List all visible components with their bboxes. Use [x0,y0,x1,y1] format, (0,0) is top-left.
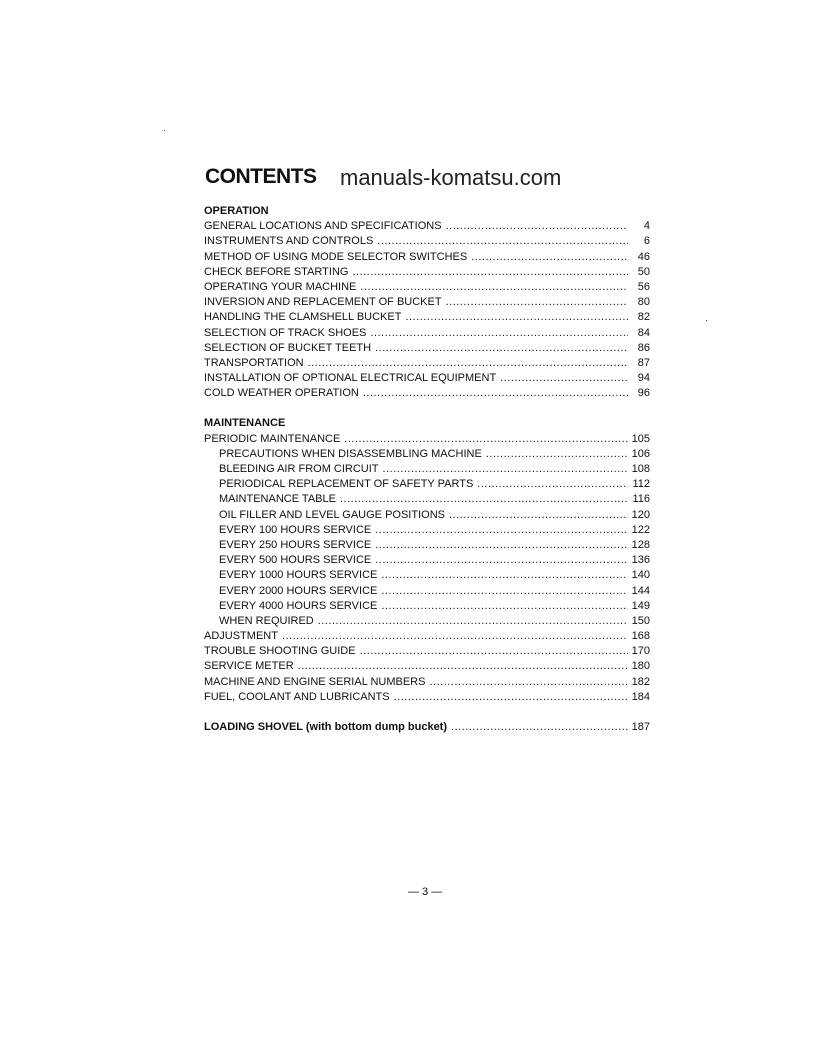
dot-leader [383,462,628,477]
toc-entry-page: 46 [637,250,650,263]
dot-leader [298,659,628,674]
toc-entry-page: 4 [643,220,650,233]
dot-leader [375,553,627,568]
toc-entry[interactable] [204,371,650,386]
toc-entry[interactable] [204,477,650,492]
dot-leader [352,265,628,280]
toc-entry-label: ADJUSTMENT [204,630,278,643]
toc-entry-label: CHECK BEFORE STARTING [204,265,349,278]
dot-leader [375,538,627,553]
toc-entry-label: TROUBLE SHOOTING GUIDE [204,645,356,658]
toc-entry-label: PERIODICAL REPLACEMENT OF SAFETY PARTS [219,478,474,491]
toc-entry[interactable] [204,432,650,447]
toc-entry-loading-shovel[interactable] [204,720,650,735]
toc-entry[interactable] [204,310,650,325]
toc-entry-page: 122 [631,523,650,536]
toc-entry-page: 120 [631,508,650,521]
toc-entry-page: 128 [631,538,650,551]
toc-entry-label: COLD WEATHER OPERATION [204,387,359,400]
dot-leader [308,356,628,371]
toc-entry-label: EVERY 250 HOURS SERVICE [219,538,372,551]
toc-entry-page: 184 [631,690,650,703]
dot-leader [449,508,628,523]
dot-leader [381,584,627,599]
toc-entry-page: 187 [631,721,650,733]
maintenance-list [204,432,650,705]
dot-leader [363,386,628,401]
dot-leader [429,675,627,690]
toc-entry-page: 50 [637,265,650,278]
toc-entry-label: EVERY 4000 HOURS SERVICE [219,599,378,612]
toc-entry[interactable] [204,690,650,705]
dot-leader [375,523,627,538]
toc-entry-page: 86 [637,341,650,354]
toc-entry-page: 96 [637,387,650,400]
toc-entry[interactable] [204,280,650,295]
toc-entry-label: PERIODIC MAINTENANCE [204,432,341,445]
toc-entry-page: 182 [631,675,650,688]
dot-leader [377,234,628,249]
toc-entry-page: 108 [631,463,650,475]
toc-entry-page: 140 [631,569,650,582]
toc-entry-label: EVERY 2000 HOURS SERVICE [219,584,378,597]
dot-leader [381,599,627,614]
dot-leader [344,432,627,447]
table-of-contents [204,204,650,735]
toc-entry-label: INSTALLATION OF OPTIONAL ELECTRICAL EQUIPMENT [204,372,497,385]
toc-entry[interactable] [204,659,650,674]
toc-entry[interactable] [204,341,650,356]
toc-entry-label: SERVICE METER [204,660,294,673]
toc-entry-label: SELECTION OF TRACK SHOES [204,326,367,339]
toc-entry[interactable] [204,295,650,310]
toc-entry-label: PRECAUTIONS WHEN DISASSEMBLING MACHINE [219,447,482,460]
dot-leader [360,280,628,295]
toc-entry-label: MAINTENANCE TABLE [219,493,336,506]
toc-entry-label: GENERAL LOCATIONS AND SPECIFICATIONS [204,220,442,233]
toc-entry-label: WHEN REQUIRED [219,614,314,627]
toc-entry[interactable] [204,219,650,234]
operation-list [204,219,650,401]
page-title: CONTENTS [205,165,317,188]
dot-leader [446,295,628,310]
toc-entry-page: 150 [631,614,650,627]
toc-entry[interactable] [204,508,650,523]
toc-entry-page: 6 [643,235,650,248]
toc-entry-label: OIL FILLER AND LEVEL GAUGE POSITIONS [219,508,445,521]
dot-leader [500,371,628,386]
toc-entry[interactable] [204,629,650,644]
toc-entry-page: 149 [631,599,650,612]
toc-entry-page: 87 [637,356,650,369]
scan-speck [706,320,707,321]
section-heading-maintenance: MAINTENANCE [204,417,286,430]
toc-entry[interactable] [204,584,650,599]
section-heading-operation: OPERATION [204,205,269,217]
dot-leader [471,250,628,265]
dot-leader [381,568,627,583]
toc-entry-label: FUEL, COOLANT AND LUBRICANTS [204,690,390,703]
dot-leader [340,492,628,507]
toc-entry[interactable] [204,523,650,538]
page-number: — 3 — [408,886,443,898]
toc-entry[interactable] [204,386,650,401]
toc-entry-page: 84 [637,326,650,339]
toc-entry-label: BLEEDING AIR FROM CIRCUIT [219,463,379,475]
toc-entry[interactable] [204,599,650,614]
toc-entry-label: TRANSPORTATION [204,356,304,369]
toc-entry-page: 136 [631,554,650,567]
toc-entry[interactable] [204,644,650,659]
toc-entry[interactable] [204,462,650,477]
toc-entry[interactable] [204,326,650,341]
dot-leader [360,644,628,659]
dot-leader [451,720,628,735]
toc-entry-page: 116 [632,493,650,506]
toc-entry-label: EVERY 500 HOURS SERVICE [219,554,372,567]
toc-entry-label: INSTRUMENTS AND CONTROLS [204,235,374,248]
dot-leader [282,629,628,644]
toc-entry-page: 105 [631,432,650,445]
toc-entry-label: HANDLING THE CLAMSHELL BUCKET [204,311,402,324]
dot-leader [370,326,628,341]
toc-entry[interactable] [204,234,650,249]
toc-entry-page: 106 [631,447,650,460]
toc-entry[interactable] [204,568,650,583]
toc-entry-page: 80 [637,296,650,309]
toc-entry-page: 82 [637,311,650,324]
toc-entry[interactable] [204,675,650,690]
toc-entry-label: EVERY 1000 HOURS SERVICE [219,569,378,582]
scan-speck [164,130,165,131]
toc-entry-label: INVERSION AND REPLACEMENT OF BUCKET [204,296,442,309]
toc-entry[interactable] [204,250,650,265]
toc-entry[interactable] [204,492,650,507]
dot-leader [477,477,628,492]
dot-leader [446,219,628,234]
toc-entry[interactable] [204,538,650,553]
dot-leader [318,614,628,629]
toc-entry[interactable] [204,265,650,280]
watermark: manuals-komatsu.com [340,165,562,190]
toc-entry-label: LOADING SHOVEL (with bottom dump bucket) [204,721,448,733]
toc-entry-label: MACHINE AND ENGINE SERIAL NUMBERS [204,675,426,688]
toc-entry-label: METHOD OF USING MODE SELECTOR SWITCHES [204,250,468,263]
toc-entry-page: 170 [631,645,650,658]
toc-entry-page: 56 [637,280,650,293]
toc-entry-label: EVERY 100 HOURS SERVICE [219,523,372,536]
dot-leader [486,447,628,462]
dot-leader [375,341,628,356]
toc-entry[interactable] [204,553,650,568]
toc-entry-label: SELECTION OF BUCKET TEETH [204,341,372,354]
toc-entry-page: 144 [631,584,650,597]
dot-leader [405,310,628,325]
dot-leader [394,690,628,705]
toc-entry[interactable] [204,447,650,462]
toc-entry-page: 180 [631,660,650,673]
toc-entry[interactable] [204,614,650,629]
toc-entry[interactable] [204,356,650,371]
toc-entry-page: 94 [637,372,650,385]
toc-entry-page: 168 [631,630,650,643]
toc-entry-label: OPERATING YOUR MACHINE [204,280,357,293]
toc-entry-page: 112 [632,478,650,491]
